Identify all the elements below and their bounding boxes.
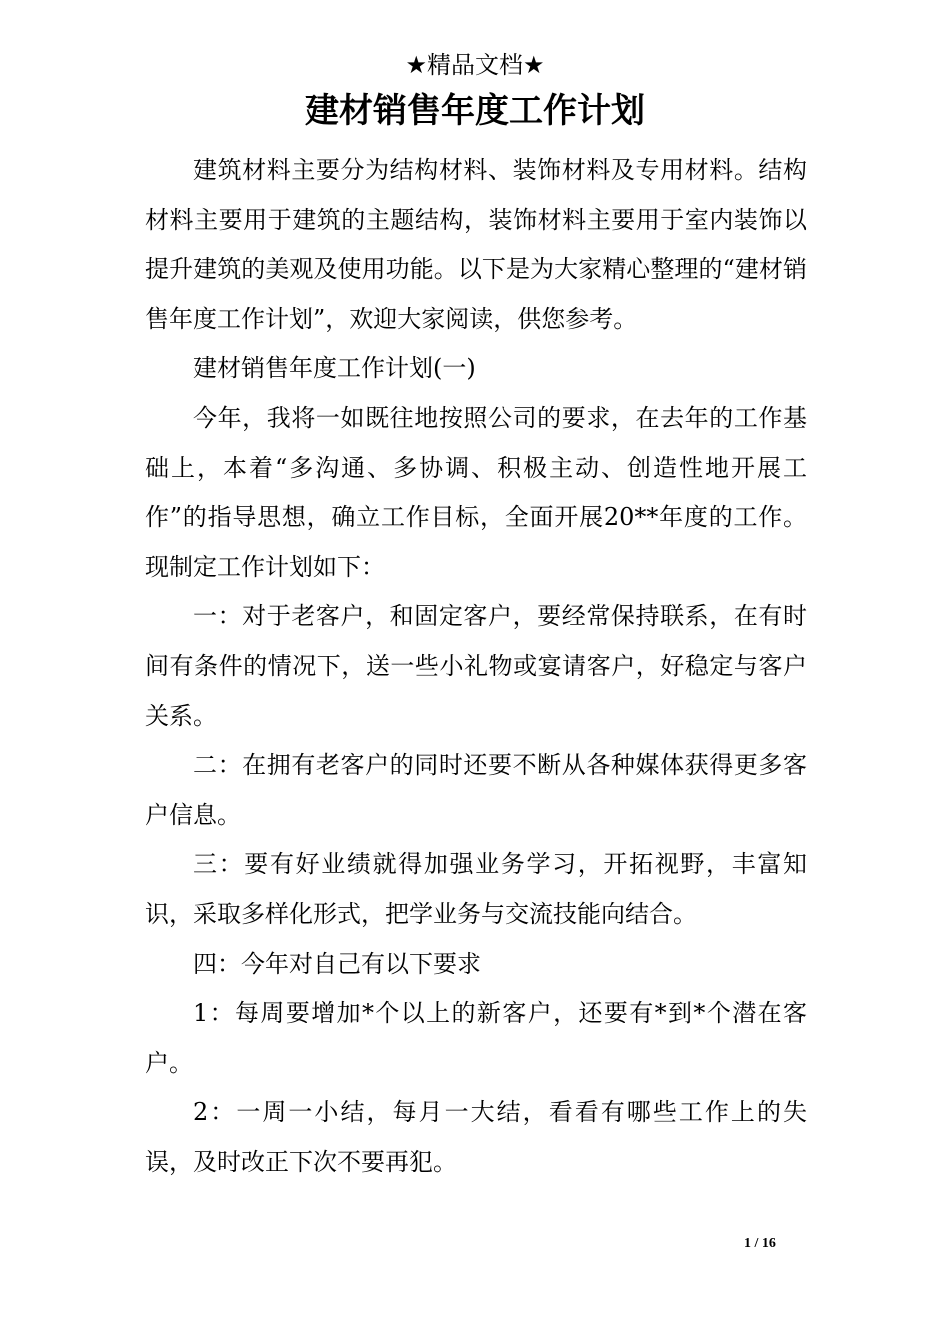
page-number: 1 / 16 xyxy=(744,1236,776,1251)
document-title: 建材销售年度工作计划 xyxy=(305,91,645,131)
list-item-3: 三：要有好业绩就得加强业务学习，开拓视野，丰富知识，采取多样化形式，把学业务与交流技能向结合。 xyxy=(145,850,807,928)
intro-paragraph: 建筑材料主要分为结构材料、装饰材料及专用材料。结构材料主要用于建筑的主题结构，装饰材料主要用于室内装饰以提升建筑的美观及使用功能。以下是为大家精心整理的“建材销售年度工作计划”，欢迎大家阅读，供您参考。 xyxy=(145,156,807,333)
body-paragraph: 今年，我将一如既往地按照公司的要求，在去年的工作基础上，本着“多沟通、多协调、积极主动、创造性地开展工作”的指导思想，确立工作目标，全面开展20**年度的工作。现制定工作计划如下： xyxy=(145,403,807,581)
document-body xyxy=(145,146,807,1187)
requirement-2: 2：一周一小结，每月一大结，看看有哪些工作上的失误，及时改正下次不要再犯。 xyxy=(145,1098,807,1176)
list-item-2: 二：在拥有老客户的同时还要不断从各种媒体获得更多客户信息。 xyxy=(145,751,807,829)
requirement-1: 1：每周要增加*个以上的新客户，还要有*到*个潜在客户。 xyxy=(145,999,807,1077)
header-label: ★精品文档★ xyxy=(405,51,545,79)
list-item-4: 四：今年对自己有以下要求 xyxy=(193,949,481,978)
section-heading: 建材销售年度工作计划(一) xyxy=(193,354,476,383)
list-item-1: 一：对于老客户，和固定客户，要经常保持联系，在有时间有条件的情况下，送一些小礼物或宴请客户，好稳定与客户关系。 xyxy=(145,602,807,730)
